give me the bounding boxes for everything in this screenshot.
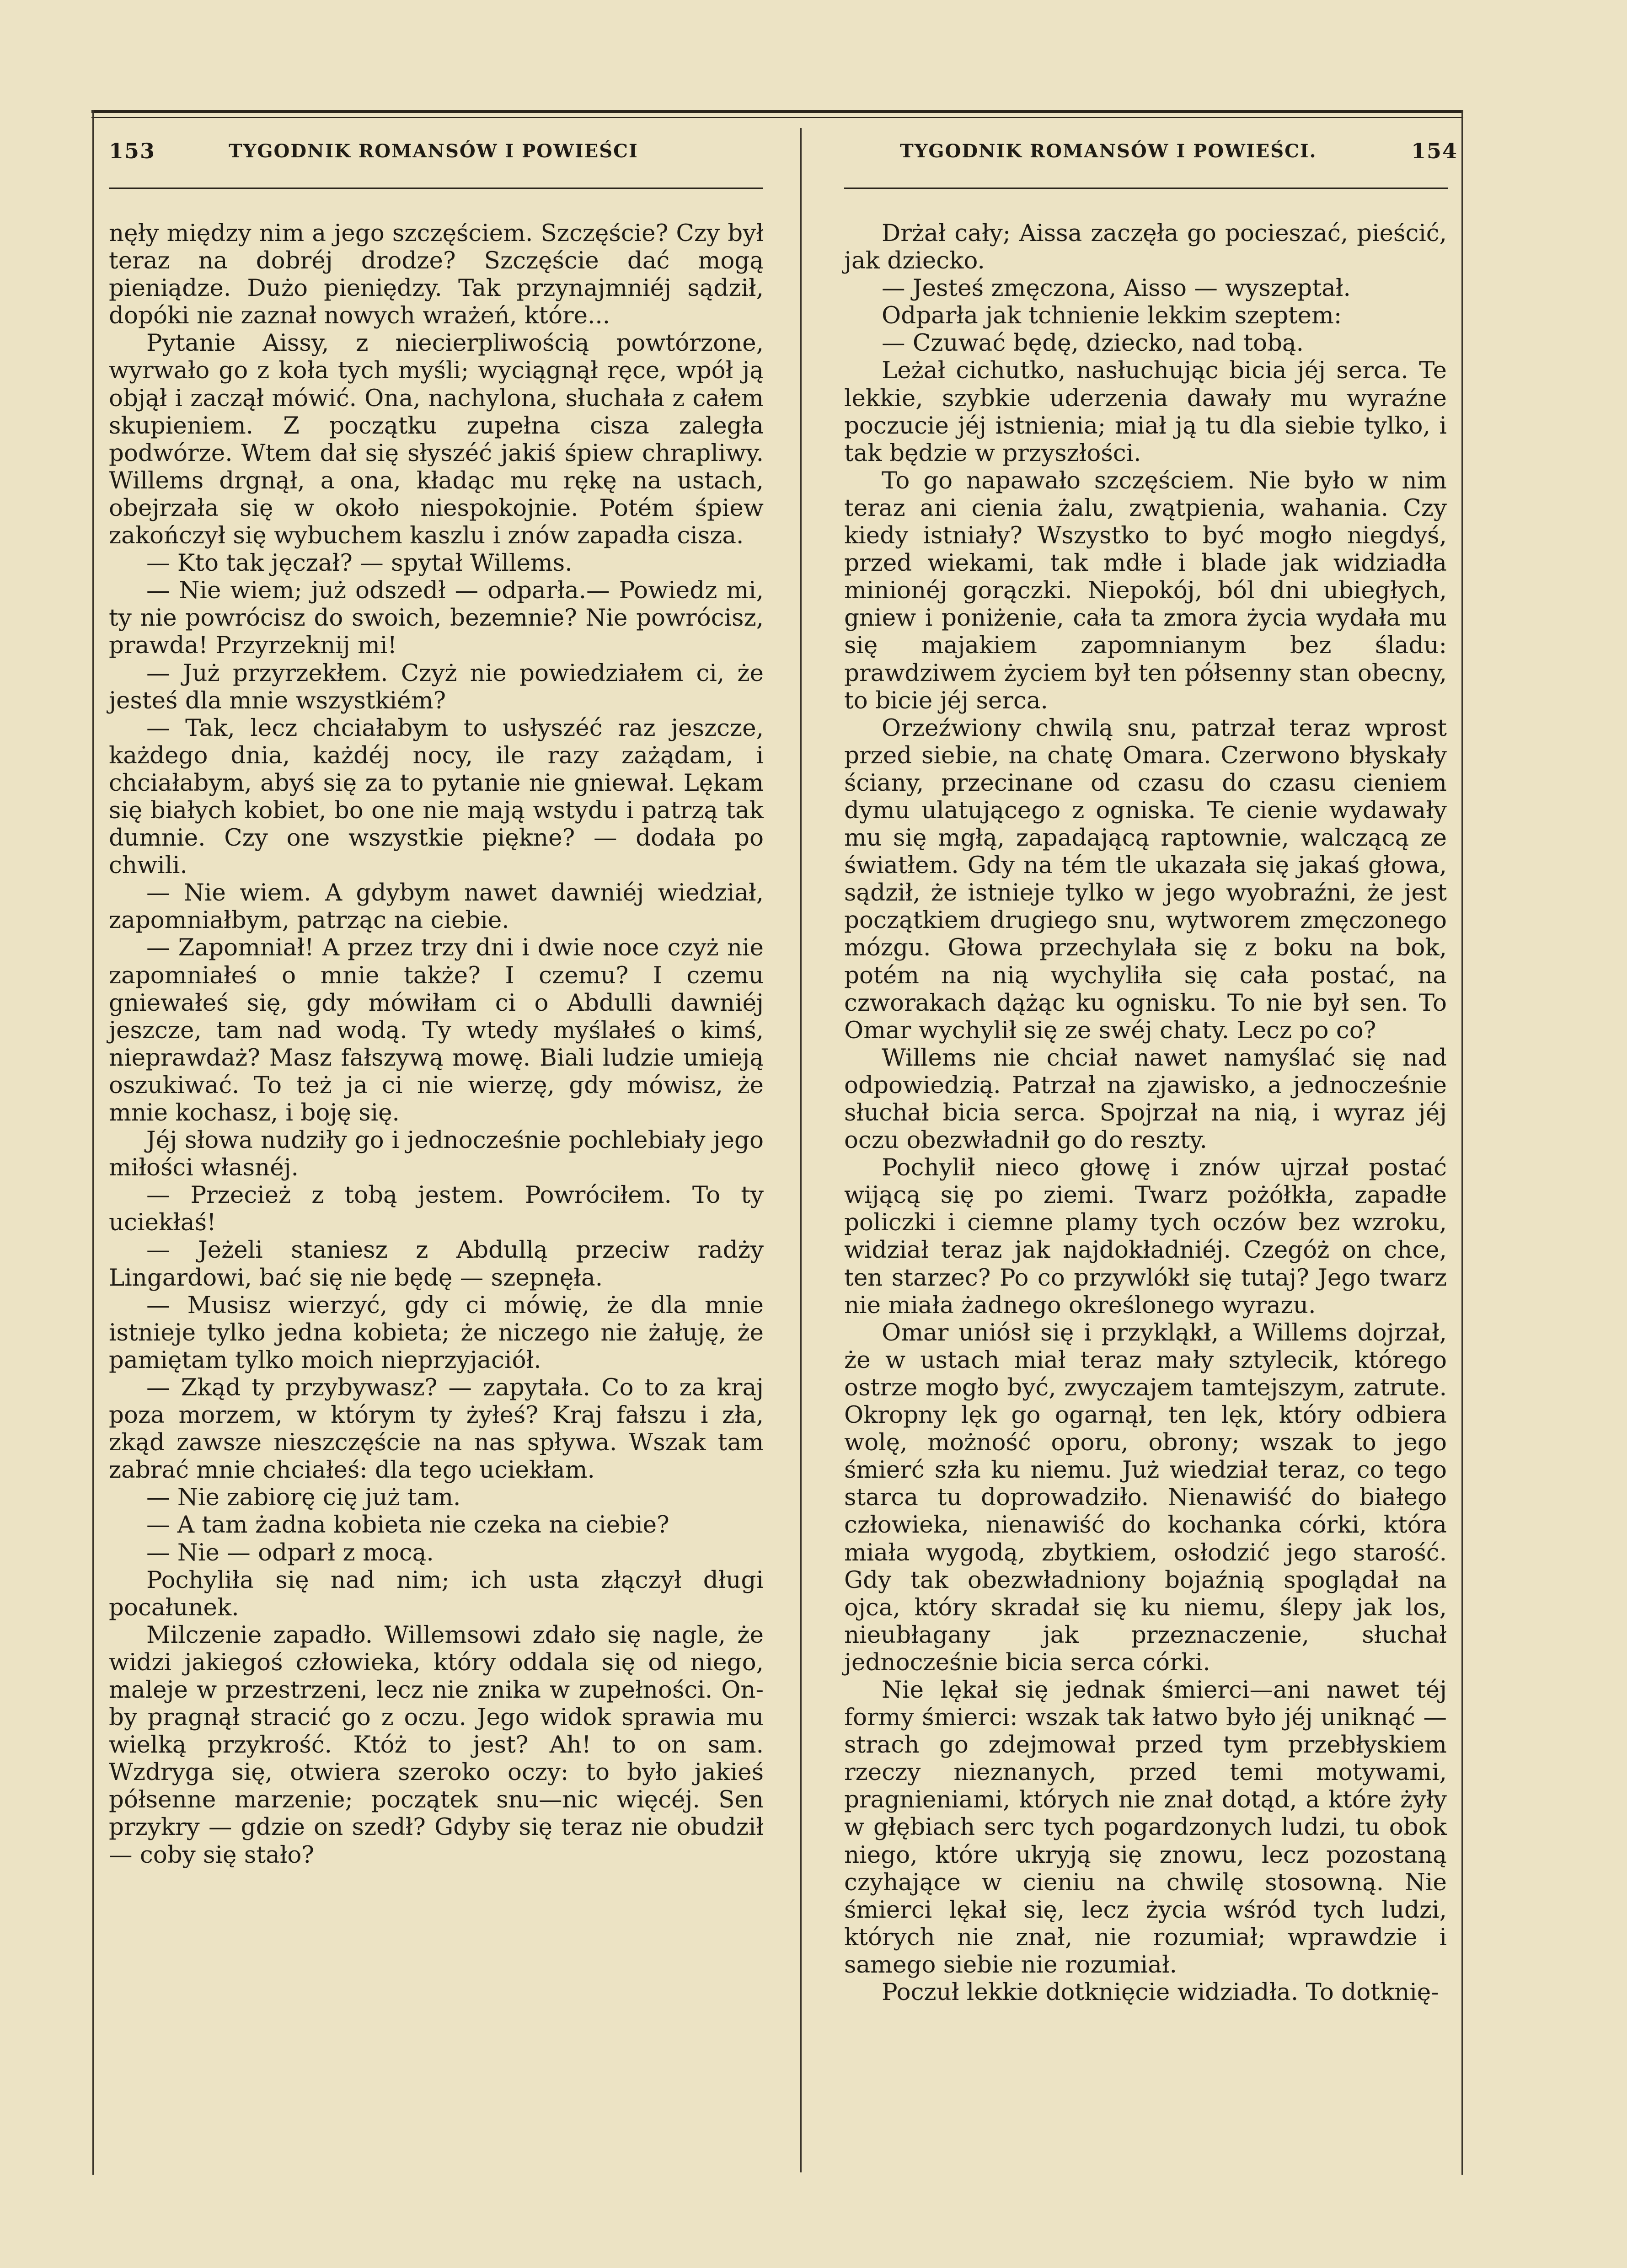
text-column-left [109,220,764,1869]
running-title-right: TYGODNIK ROMANSÓW I POWIEŚCI. [900,140,1317,162]
column-divider [800,128,802,2172]
running-title-left: TYGODNIK ROMANSÓW I POWIEŚCI [229,140,638,162]
paragraph: Poczuł lekkie dotknięcie widziadła. To dotknię- [882,1978,1439,2006]
paragraph: Odparła jak tchnienie lekkim szeptem: [882,302,1342,330]
paragraph: Nie lękał się jednak śmierci—ani nawet téj formy śmierci: wszak tak łatwo było jéj uniknąć — strach go zdejmował przed tym przebłyskiem rzeczy nieznanych, przed temi motywami, pragnieniami, których nie znał dotąd, a które żyły w głębiach serc tych pogardzonych ludzi, tu obok niego, które ukryją się znowu, lecz pozostaną czyhające w cieniu na chwilę stosowną. Nie śmierci lękał się, lecz życia wśród tych ludzi, których nie znał, nie rozumiał; wprawdzie i samego siebie nie rozumiał. [844,1676,1447,1978]
paragraph: — A tam żadna kobieta nie czeka na ciebie? [146,1511,669,1539]
page-number-right: 154 [1411,139,1458,163]
paragraph: — Nie — odparł z mocą. [146,1539,434,1566]
paragraph: Pochyliła się nad nim; ich usta złączył długi pocałunek. [109,1566,764,1621]
paragraph: Willems nie chciał nawet namyślać się nad odpowiedzią. Patrzał na zjawisko, a jednocześnie słuchał bicia serca. Spojrzał na nią, i wyraz jéj oczu obezwładnił go do reszty. [844,1044,1447,1154]
paragraph: Pytanie Aissy, z niecierpliwością powtórzone, wyrwało go z koła tych myśli; wyciągnął ręce, wpół ją objął i zaczął mówić. Ona, nachylona, słuchała z całem skupieniem. Z początku zupełna cisza zaległa podwórze. Wtem dał się słyszéć jakiś śpiew chrapliwy. Willems drgnął, a ona, kładąc mu rękę na ustach, obejrzała się w około niespokojnie. Potém śpiew zakończył się wybuchem kaszlu i znów zapadła cisza. [109,329,764,550]
page-header-right [840,129,1458,173]
paragraph: Milczenie zapadło. Willemsowi zdało się nagle, że widzi jakiegoś człowieka, który oddala się od niego, maleje w przestrzeni, lecz nie znika w zupełności. On-by pragnął stracić go z oczu. Jego widok sprawia mu wielką przykrość. Któż to jest? Ah! to on sam. Wzdryga się, otwiera szeroko oczy: to było jakieś półsenne marzenie; początek snu—nic więcéj. Sen przykry — gdzie on szedł? Gdyby się teraz nie obudził — coby się stało? [109,1621,764,1869]
header-underline-left [109,188,763,189]
paragraph: To go napawało szczęściem. Nie było w nim teraz ani cienia żalu, zwątpienia, wahania. Czy kiedy istniały? Wszystko to być mogło niegdyś, przed wiekami, tak mdłe i blade jak widziadła minionéj gorączki. Niepokój, ból dni ubiegłych, gniew i poniżenie, cała ta zmora życia wydała mu się majakiem zapomnianym bez śladu: prawdziwem życiem był ten półsenny stan obecny, to bicie jéj serca. [844,466,1447,714]
paragraph: — Jeżeli staniesz z Abdullą przeciw radży Lingardowi, bać się nie będę — szepnęła. [109,1236,764,1292]
paragraph: Orzeźwiony chwilą snu, patrzał teraz wprost przed siebie, na chatę Omara. Czerwono błyskały ściany, przecinane od czasu do czasu cieniem dymu ulatującego z ogniska. Te cienie wydawały mu się mgłą, zapadającą raptownie, walczącą ze światłem. Gdy na tém tle ukazała się jakaś głowa, sądził, że istnieje tylko w jego wyobraźni, że jest początkiem drugiego snu, wytworem zmęczonego mózgu. Głowa przechylała się z boku na bok, potém na nią wychyliła się cała postać, na czworakach dążąc ku ognisku. To nie był sen. To Omar wychylił się ze swéj chaty. Lecz po co? [844,714,1447,1044]
paragraph: — Tak, lecz chciałabym to usłyszéć raz jeszcze, każdego dnia, każdéj nocy, ile razy zażądam, i chciałabym, abyś się za to pytanie nie gniewał. Lękam się białych kobiet, bo one nie mają wstydu i patrzą tak dumnie. Czy one wszystkie piękne? — dodała po chwili. [109,714,764,879]
paragraph: — Czuwać będę, dziecko, nad tobą. [882,329,1304,357]
page-number-left: 153 [109,139,156,163]
top-rule-thick [91,110,1463,113]
header-underline-right [844,188,1448,189]
paragraph: Jéj słowa nudziły go i jednocześnie pochlebiały jego miłości własnéj. [109,1126,764,1182]
text-column-right [844,220,1447,2006]
paragraph: Leżał cichutko, nasłuchując bicia jéj serca. Te lekkie, szybkie uderzenia dawały mu wyraźne poczucie jéj istnienia; miał ją tu dla siebie tylko, i tak będzie w przyszłości. [844,357,1447,467]
paragraph: — Nie wiem. A gdybym nawet dawniéj wiedział, zapomniałbym, patrząc na ciebie. [109,879,764,934]
top-rule-thin [91,117,1463,118]
paragraph: — Zkąd ty przybywasz? — zapytała. Co to za kraj poza morzem, w którym ty żyłeś? Kraj fałszu i zła, zkąd zawsze nieszczęście na nas spływa. Wszak tam zabrać mnie chciałeś: dla tego uciekłam. [109,1373,764,1484]
page-header-left [109,129,781,173]
paragraph: — Jesteś zmęczona, Aisso — wyszeptał. [882,274,1351,302]
paragraph: — Musisz wierzyć, gdy ci mówię, że dla mnie istnieje tylko jedna kobieta; że niczego nie żałuję, że pamiętam tylko moich nieprzyjaciół. [109,1291,764,1374]
paragraph: Drżał cały; Aissa zaczęła go pocieszać, pieścić, jak dziecko. [844,220,1447,275]
paragraph: — Już przyrzekłem. Czyż nie powiedziałem ci, że jesteś dla mnie wszystkiém? [109,659,764,714]
paragraph: — Zapomniał! A przez trzy dni i dwie noce czyż nie zapomniałeś o mnie także? I czemu? I czemu gniewałeś się, gdy mówiłam ci o Abdulli dawniéj jeszcze, tam nad wodą. Ty wtedy myślałeś o kimś, nieprawdaż? Masz fałszywą mowę. Biali ludzie umieją oszukiwać. To też ja ci nie wierzę, gdy mówisz, że mnie kochasz, i boję się. [109,934,764,1126]
left-border [92,110,94,2175]
paragraph: — Kto tak jęczał? — spytał Willems. [146,549,573,577]
paragraph: Pochylił nieco głowę i znów ujrzał postać wijącą się po ziemi. Twarz pożółkła, zapadłe policzki i ciemne plamy tych oczów bez wzroku, widział teraz jak najdokładniéj. Czegóż on chce, ten starzec? Po co przywlókł się tutaj? Jego twarz nie miała żadnego określonego wyrazu. [844,1154,1447,1319]
paragraph: — Przecież z tobą jestem. Powróciłem. To ty uciekłaś! [109,1181,764,1237]
paragraph: nęły między nim a jego szczęściem. Szczęście? Czy był teraz na dobréj drodze? Szczęście dać mogą pieniądze. Dużo pieniędzy. Tak przynajmniéj sądził, dopóki nie zaznał nowych wrażeń, które... [109,220,764,330]
paragraph: — Nie wiem; już odszedł — odparła.— Powiedz mi, ty nie powrócisz do swoich, bezemnie? Nie powrócisz, prawda! Przyrzeknij mi! [109,577,764,659]
paragraph: — Nie zabiorę cię już tam. [146,1484,461,1512]
paragraph: Omar uniósł się i przykląkł, a Willems dojrzał, że w ustach miał teraz mały sztylecik, którego ostrze mogło być, zwyczajem tamtejszym, zatrute. Okropny lęk go ogarnął, ten lęk, który odbiera wolę, możność oporu, obrony; wszak to jego śmierć szła ku niemu. Już wiedział teraz, co tego starca tu doprowadziło. Nienawiść do białego człowieka, nienawiść do kochanka córki, która miała wygodą, zbytkiem, osłodzić jego starość. Gdy tak obezwładniony bojaźnią spoglądał na ojca, który skradał się ku niemu, ślepy jak los, nieubłagany jak przeznaczenie, słuchał jednocześnie bicia serca córki. [844,1319,1447,1676]
right-border [1461,110,1463,2175]
